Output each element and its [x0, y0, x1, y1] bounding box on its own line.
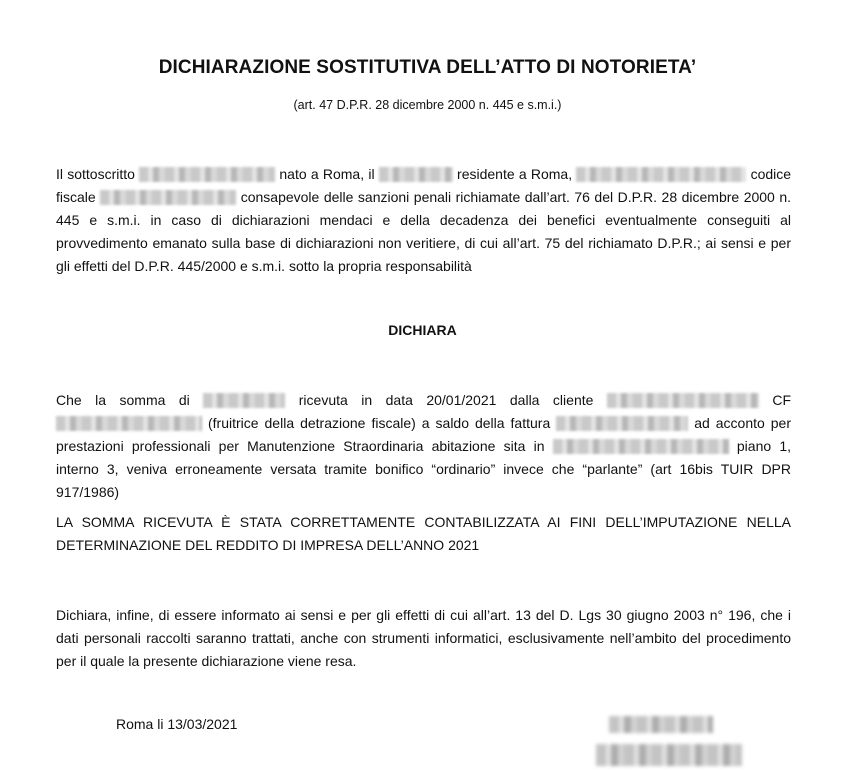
p1-text-d: codice fiscale [56, 166, 792, 205]
declaration-paragraph [56, 389, 791, 504]
redacted-client-name [607, 393, 759, 408]
redacted-signature [596, 744, 742, 766]
p1-text-c: residente a Roma, [457, 166, 573, 182]
p1-text-b: nato a Roma, il [279, 166, 375, 182]
p2-text-c: CF [772, 392, 792, 408]
p2-text-a: Che la somma di [56, 392, 190, 408]
p2-text-d: (fruitrice della detrazione fiscale) a saldo della fattura [207, 415, 551, 431]
redacted-invoice-number [556, 416, 688, 431]
section-heading: DICHIARA [388, 322, 457, 338]
redacted-amount [203, 393, 285, 408]
document-subtitle: (art. 47 D.P.R. 28 dicembre 2000 n. 445 e s.m.i.) [293, 98, 562, 112]
place-date: Roma li 13/03/2021 [116, 716, 238, 732]
privacy-paragraph: Dichiara, infine, di essere informato ai sensi e per gli effetti di cui all’art. 13 del D. Lgs 30 giugno 2003 n° 196, che i dati personali raccolti saranno trattati, anche con strumenti informatici, esclusivamente nell’ambito del procedimento per il quale la presente dichiarazione viene resa. [56, 607, 791, 669]
redacted-name [139, 167, 275, 182]
redacted-address [576, 167, 746, 182]
accounting-statement: LA SOMMA RICEVUTA È STATA CORRETTAMENTE CONTABILIZZATA AI FINI DELL’IMPUTAZIONE NELLA DETERMINAZIONE DEL REDDITO DI IMPRESA DELL’ANNO 2021 [56, 514, 791, 553]
p1-text-e: consapevole delle sanzioni penali richiamate dall’art. 76 del D.P.R. 28 dicembre 2000 n. 445 e s.m.i. in caso di dichiarazioni mendaci e della decadenza dei benefici eventualmente conseguiti al provvedimento emanato sulla base di dichiarazioni non veritiere, di cui all’art. 75 del richiamato D.P.R.; ai sensi e per gli effetti del D.P.R. 445/2000 e s.m.i. sotto la propria responsabilità [56, 189, 792, 274]
redacted-tax-code [100, 190, 236, 205]
declarant-paragraph [56, 163, 791, 278]
p2-text-e: ad acconto per prestazioni professionali per Manutenzione Straordinaria abitazione sita in [56, 415, 792, 454]
redacted-signature-name [609, 716, 713, 733]
p2-text-b: ricevuta in data 20/01/2021 dalla cliente [298, 392, 594, 408]
document-title: DICHIARAZIONE SOSTITUTIVA DELL’ATTO DI NOTORIETA’ [158, 57, 697, 78]
p1-text-a: Il sottoscritto [56, 166, 135, 182]
redacted-birth-date [379, 167, 453, 182]
redacted-client-cf [56, 416, 202, 431]
redacted-property-address [553, 439, 729, 454]
p2-text-f: piano 1, interno 3, veniva erroneamente versata tramite bonifico “ordinario” invece che “parlante” (art 16bis TUIR DPR 917/1986) [56, 438, 792, 500]
